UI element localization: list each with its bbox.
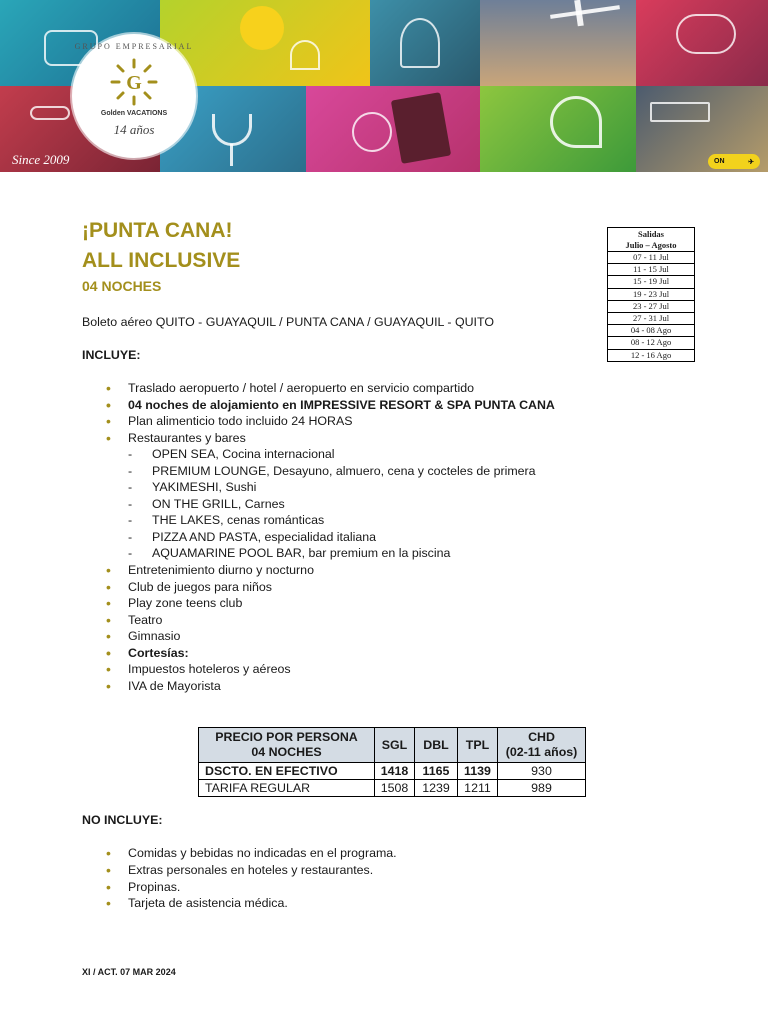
list-item: • Cortesías: xyxy=(106,645,586,662)
table-row xyxy=(199,780,586,797)
page-title: ¡PUNTA CANA! xyxy=(82,219,233,242)
svg-text:G: G xyxy=(126,72,142,94)
price-dbl: 1239 xyxy=(415,780,458,797)
sub-list-item: - OPEN SEA, Cocina internacional xyxy=(106,446,586,463)
banner-photo-plane xyxy=(480,0,636,86)
logo-arc-text: GRUPO EMPRESARIAL xyxy=(74,42,194,51)
col-chd xyxy=(498,728,586,763)
departures-heading: Salidas xyxy=(638,228,664,239)
col-dbl: DBL xyxy=(415,728,458,763)
departure-date: 27 - 31 Jul xyxy=(608,312,695,324)
price-header-line2: 04 NOCHES xyxy=(251,745,322,759)
col-chd-line2: (02-11 años) xyxy=(505,745,578,759)
sub-list-item: - THE LAKES, cenas románticas xyxy=(106,512,586,529)
header-banner xyxy=(0,0,768,172)
on-badge-text: ON xyxy=(714,158,725,165)
departure-date: 19 - 23 Jul xyxy=(608,288,695,300)
sub-list-item: - YAKIMESHI, Sushi xyxy=(106,479,586,496)
list-item: • Teatro xyxy=(106,612,586,629)
includes-list xyxy=(106,380,586,694)
price-tpl: 1211 xyxy=(458,780,498,797)
departures-table xyxy=(607,227,695,362)
list-item: • Gimnasio xyxy=(106,628,586,645)
col-tpl: TPL xyxy=(458,728,498,763)
banner-photo-palm xyxy=(480,86,636,172)
col-sgl: SGL xyxy=(375,728,415,763)
sun-g-icon xyxy=(110,58,158,106)
list-item: • 04 noches de alojamiento en IMPRESSIVE RESORT & SPA PUNTA CANA xyxy=(106,397,586,414)
excludes-list xyxy=(106,845,586,912)
departures-header xyxy=(608,228,695,252)
price-sgl: 1508 xyxy=(375,780,415,797)
excludes-heading: NO INCLUYE: xyxy=(82,813,163,827)
price-sgl: 1418 xyxy=(375,763,415,780)
list-item: • Entretenimiento diurno y nocturno xyxy=(106,562,586,579)
departure-date: 12 - 16 Ago xyxy=(608,349,695,361)
list-item: • IVA de Mayorista xyxy=(106,678,586,695)
list-item: • Extras personales en hoteles y restaurantes. xyxy=(106,862,586,879)
list-item: • Impuestos hoteleros y aéreos xyxy=(106,661,586,678)
since-label: Since 2009 xyxy=(12,152,70,167)
sub-list-item: - PREMIUM LOUNGE, Desayuno, almuero, cena y cocteles de primera xyxy=(106,463,586,480)
list-item: • Play zone teens club xyxy=(106,595,586,612)
sub-list-item: - AQUAMARINE POOL BAR, bar premium en la piscina xyxy=(106,545,586,562)
departure-date: 15 - 19 Jul xyxy=(608,276,695,288)
footer-revision: XI / ACT. 07 MAR 2024 xyxy=(82,967,176,977)
list-item: • Traslado aeropuerto / hotel / aeropuerto en servicio compartido xyxy=(106,380,586,397)
list-item: • Comidas y bebidas no indicadas en el programa. xyxy=(106,845,586,862)
list-item: • Restaurantes y bares xyxy=(106,430,586,447)
table-row xyxy=(199,763,586,780)
departure-date: 11 - 15 Jul xyxy=(608,264,695,276)
price-header-main xyxy=(199,728,375,763)
logo-years: 14 años xyxy=(113,122,155,137)
col-chd-line1: CHD xyxy=(528,730,555,744)
price-chd: 989 xyxy=(498,780,586,797)
price-chd: 930 xyxy=(498,763,586,780)
departure-date: 08 - 12 Ago xyxy=(608,337,695,349)
list-item: • Club de juegos para niños xyxy=(106,579,586,596)
flight-route: Boleto aéreo QUITO - GUAYAQUIL / PUNTA CANA / GUAYAQUIL - QUITO xyxy=(82,315,494,329)
airplane-icon: ✈ xyxy=(748,158,754,166)
departure-date: 07 - 11 Jul xyxy=(608,252,695,264)
banner-photo-passport xyxy=(306,86,480,172)
sub-list-item: - PIZZA AND PASTA, especialidad italiana xyxy=(106,529,586,546)
departure-date: 23 - 27 Jul xyxy=(608,300,695,312)
departures-months: Julio – Agosto xyxy=(625,239,677,250)
row-label: DSCTO. EN EFECTIVO xyxy=(199,763,375,780)
banner-photo-icecream xyxy=(370,0,480,86)
sub-list-item: - ON THE GRILL, Carnes xyxy=(106,496,586,513)
on-badge xyxy=(708,154,760,169)
price-header-line1: PRECIO POR PERSONA xyxy=(215,730,358,744)
banner-photo-sandals xyxy=(636,0,768,86)
company-logo xyxy=(72,34,196,158)
row-label: TARIFA REGULAR xyxy=(199,780,375,797)
departure-date: 04 - 08 Ago xyxy=(608,325,695,337)
list-item: • Propinas. xyxy=(106,879,586,896)
list-item: • Tarjeta de asistencia médica. xyxy=(106,895,586,912)
logo-brand: Golden VACATIONS xyxy=(100,110,168,117)
page-subtitle: ALL INCLUSIVE xyxy=(82,249,241,272)
price-table xyxy=(198,727,586,797)
nights-label: 04 NOCHES xyxy=(82,278,162,294)
list-item: • Plan alimenticio todo incluido 24 HORAS xyxy=(106,413,586,430)
includes-heading: INCLUYE: xyxy=(82,348,141,362)
price-dbl: 1165 xyxy=(415,763,458,780)
price-tpl: 1139 xyxy=(458,763,498,780)
